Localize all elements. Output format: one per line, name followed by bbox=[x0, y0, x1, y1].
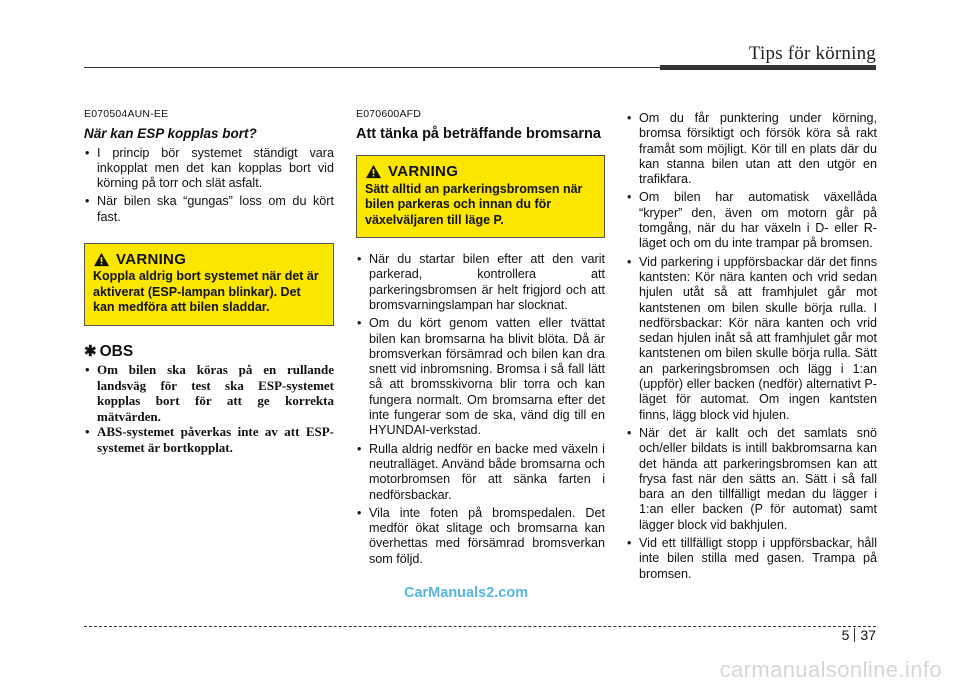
column-2 bbox=[356, 107, 605, 570]
watermark-text: carmanualsonline.info bbox=[719, 657, 942, 682]
column-3 bbox=[626, 111, 877, 585]
bullet-list bbox=[626, 111, 877, 582]
list-item: • Om du får punktering under körning, bromsa försiktigt och försök köra så rakt framåt som möjligt. Kör till en plats där du kan stanna bilen utan att den utgör en trafikfara. bbox=[626, 111, 877, 187]
obs-heading bbox=[84, 344, 334, 359]
warning-triangle-icon bbox=[365, 164, 382, 179]
warning-triangle-icon bbox=[93, 252, 110, 267]
page-header-title: Tips för körning bbox=[748, 43, 876, 64]
list-item: • När bilen ska “gungas” loss om du kört fast. bbox=[84, 194, 334, 225]
bullet-list bbox=[356, 252, 605, 567]
list-item: • Vila inte foten på bromspedalen. Det medför ökat slitage och bromsarna kan överhettas med försämrad bromsverkan som följd. bbox=[356, 506, 605, 567]
watermark-link[interactable]: CarManuals2.com bbox=[404, 585, 529, 601]
column-1 bbox=[84, 107, 334, 455]
bullet-list bbox=[84, 146, 334, 225]
list-item: • I princip bör systemet ständigt vara inkopplat men det kan kopplas bort vid körning på torr och slät asfalt. bbox=[84, 146, 334, 192]
obs-title: OBS bbox=[99, 342, 134, 360]
section-number: 5 bbox=[841, 627, 850, 643]
list-item: • Om bilen ska köras på en rullande landsväg för test ska ESP-systemet kopplas bort för att ge korrekta mätvärden. bbox=[84, 362, 334, 424]
obs-list bbox=[84, 362, 334, 455]
star-icon: ✱ bbox=[84, 342, 97, 360]
list-item: • När det är kallt och det samlats snö och/eller bildats is intill bakbromsarna kan det hända att parkeringsbromsen kan att frysa fast när den sätts an. Sätt i så fall bara an den tillfälligt medan du lägger i 1:an eller backen (P för automat) samt lägger block vid bakhjulen. bbox=[626, 426, 877, 533]
list-item: • När du startar bilen efter att den varit parkerad, kontrollera att parkeringsbromsen är helt frigjord och att bromsvarningslampan har slocknat. bbox=[356, 252, 605, 313]
warning-text: Sätt alltid an parkeringsbromsen när bilen parkeras och innan du för växelväljaren till läge P. bbox=[365, 181, 583, 227]
warning-box bbox=[356, 155, 605, 238]
page-number bbox=[842, 627, 876, 643]
warning-text: Koppla aldrig bort systemet när det är aktiverat (ESP-lampan blinkar). Det kan medföra att bilen sladdar. bbox=[93, 269, 319, 315]
header-accent-bar bbox=[660, 65, 876, 70]
section-code: E070504AUN-EE bbox=[84, 108, 169, 120]
page-number-value: 37 bbox=[860, 627, 876, 643]
section-heading: Att tänka på beträffande bromsarna bbox=[356, 126, 601, 143]
list-item: • Om bilen har automatisk växellåda “kryper” den, även om motorn går på tomgång, när du har växeln i D- eller R-läget och om du inte trampar på bromsen. bbox=[626, 190, 877, 251]
section-code: E070600AFD bbox=[356, 108, 422, 120]
warning-title: VARNING bbox=[388, 163, 459, 181]
list-item: • Om du kört genom vatten eller tvättat bilen kan bromsarna ha blivit blöta. Då är bromsverkan försämrad och bilen kan dra snett vid inbromsning. Bromsa i så fall lätt så att bromsskivorna blir torra och kan fungera normalt. Om bromsarna efter det inte fungerar som de ska, vänd dig till en HYUNDAI-verkstad. bbox=[356, 316, 605, 438]
list-item: • ABS-systemet påverkas inte av att ESP-systemet är bortkopplat. bbox=[84, 424, 334, 455]
warning-box bbox=[84, 243, 334, 326]
footer-rule bbox=[84, 626, 876, 627]
list-item: • Rulla aldrig nedför en backe med växeln i neutralläget. Använd både bromsarna och motorbromsen för att sänka farten i nedförsbackar. bbox=[356, 442, 605, 503]
page-separator bbox=[854, 628, 855, 642]
list-item: • Vid parkering i uppförsbackar där det finns kantsten: Kör nära kanten och vrid sedan hjulen utåt så att framhjulet går mot kantstenen om bilen skulle börja rulla. I nedförsbackar: Kör nära kanten och vrid sedan hjulen inåt så att framhjulet går mot kantstenen om bilen skulle börja rulla. Sätt an parkeringsbromsen och lägg i 1:an (uppför) eller backen (nedför) alternativt P-läget för automat. Om ingen kantsten finns, lägg block vid hjulen. bbox=[626, 255, 877, 423]
warning-title: VARNING bbox=[116, 251, 187, 269]
section-heading: När kan ESP kopplas bort? bbox=[84, 126, 257, 142]
list-item: • Vid ett tillfälligt stopp i uppförsbackar, håll inte bilen stilla med gasen. Trampa på bromsen. bbox=[626, 536, 877, 582]
